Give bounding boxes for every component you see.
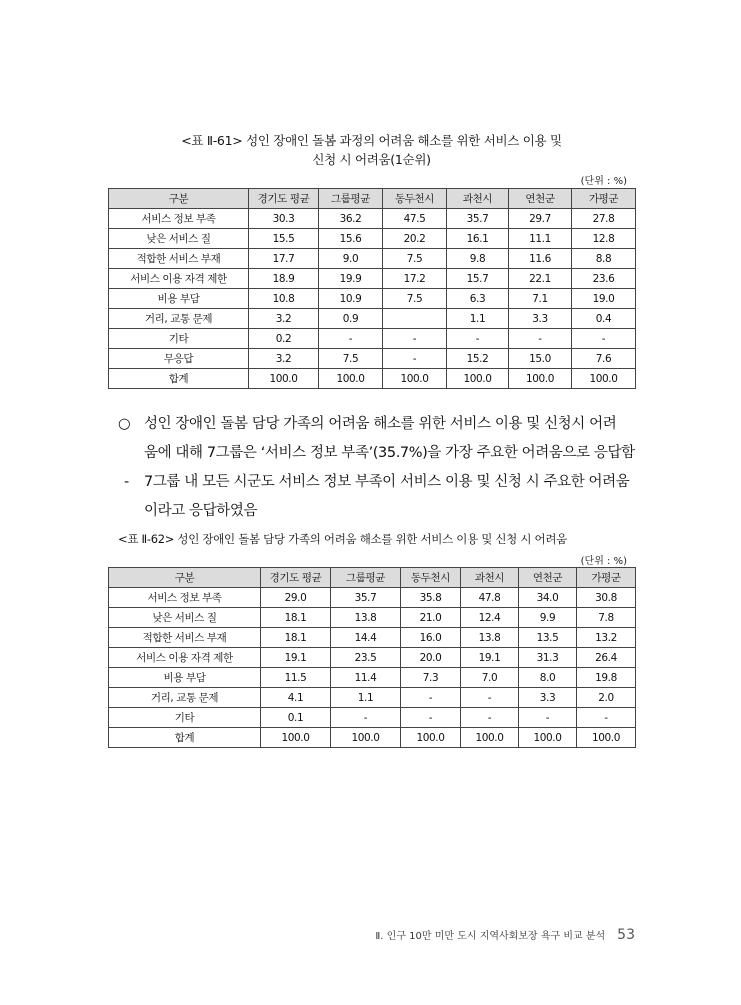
- bullet-line1: 성인 장애인 돌봄 담당 가족의 어려움 해소를 위한 서비스 이용 및 신청시 어려: [144, 416, 617, 432]
- table-cell: 14.4: [331, 628, 401, 648]
- table-cell: 3.3: [509, 309, 572, 329]
- table-row: [109, 369, 636, 389]
- row-label-cell: 무응답: [109, 349, 249, 369]
- dash-paragraph: [118, 468, 648, 497]
- dash-icon: -: [124, 474, 129, 490]
- table-cell: 8.8: [572, 249, 636, 269]
- table1-unit: (단위 : %): [580, 176, 627, 187]
- table-cell: 11.4: [331, 668, 401, 688]
- table-cell: 100.0: [572, 369, 636, 389]
- table-cell: 15.2: [447, 349, 509, 369]
- table-cell: 7.3: [401, 668, 461, 688]
- table-cell: 21.0: [401, 608, 461, 628]
- table-cell: 7.5: [383, 289, 447, 309]
- table-row: [109, 329, 636, 349]
- table-cell: 13.8: [331, 608, 401, 628]
- table-cell: 100.0: [461, 728, 519, 748]
- table-cell: 18.9: [249, 269, 319, 289]
- table-cell: -: [319, 329, 383, 349]
- table-cell: 15.5: [249, 229, 319, 249]
- table1-header-cell: 가평군: [572, 189, 636, 209]
- table-row: [109, 728, 636, 748]
- row-label-cell: 서비스 정보 부족: [109, 588, 261, 608]
- table-cell: 19.0: [572, 289, 636, 309]
- table-cell: 10.9: [319, 289, 383, 309]
- table-cell: 20.2: [383, 229, 447, 249]
- table-cell: 9.0: [319, 249, 383, 269]
- table-cell: -: [383, 329, 447, 349]
- table-cell: 27.8: [572, 209, 636, 229]
- table-cell: 19.1: [261, 648, 331, 668]
- row-label-cell: 서비스 이용 자격 제한: [109, 648, 261, 668]
- table-row: [109, 608, 636, 628]
- table-cell: 35.8: [401, 588, 461, 608]
- table-cell: 100.0: [401, 728, 461, 748]
- row-label-cell: 낮은 서비스 질: [109, 608, 261, 628]
- table-cell: -: [401, 708, 461, 728]
- table-cell: -: [447, 329, 509, 349]
- table-cell: 100.0: [249, 369, 319, 389]
- table1-header-cell: 경기도 평균: [249, 189, 319, 209]
- row-label-cell: 기타: [109, 708, 261, 728]
- table-row: [109, 349, 636, 369]
- table-cell: 35.7: [447, 209, 509, 229]
- table-cell: 17.7: [249, 249, 319, 269]
- page-number: 53: [617, 927, 635, 943]
- table-cell: 15.7: [447, 269, 509, 289]
- row-label-cell: 비용 부담: [109, 289, 249, 309]
- table-row: [109, 668, 636, 688]
- table-cell: 18.1: [261, 628, 331, 648]
- table-cell: -: [331, 708, 401, 728]
- table-cell: 3.2: [249, 349, 319, 369]
- table-cell: 100.0: [577, 728, 636, 748]
- table-cell: 100.0: [331, 728, 401, 748]
- table-cell: 36.2: [319, 209, 383, 229]
- table1-caption-line2: 신청 시 어려움(1순위): [312, 152, 431, 167]
- bullet-paragraph: [118, 410, 648, 439]
- table-cell: 13.5: [519, 628, 577, 648]
- table-cell: 2.0: [577, 688, 636, 708]
- table-cell: 7.0: [461, 668, 519, 688]
- table-cell: 16.0: [401, 628, 461, 648]
- table-cell: 7.6: [572, 349, 636, 369]
- table-cell: -: [519, 708, 577, 728]
- table-row: [109, 229, 636, 249]
- table-cell: 3.3: [519, 688, 577, 708]
- table2-header-row: [109, 568, 636, 588]
- table-cell: 7.8: [577, 608, 636, 628]
- table-cell: 12.8: [572, 229, 636, 249]
- table2-header-cell: 그룹평균: [331, 568, 401, 588]
- table1-header-cell: 연천군: [509, 189, 572, 209]
- table-cell: 47.8: [461, 588, 519, 608]
- table-cell: 18.1: [261, 608, 331, 628]
- table-row: [109, 269, 636, 289]
- dash-line1: 7그룹 내 모든 시군도 서비스 정보 부족이 서비스 이용 및 신청 시 주요한 어려움: [144, 474, 630, 490]
- table-row: [109, 628, 636, 648]
- table-cell: 1.1: [447, 309, 509, 329]
- table-cell: [383, 309, 447, 329]
- row-label-cell: 서비스 이용 자격 제한: [109, 269, 249, 289]
- footer-chapter: Ⅱ. 인구 10만 미만 도시 지역사회보장 욕구 비교 분석: [375, 931, 606, 942]
- table-cell: 13.2: [577, 628, 636, 648]
- table-cell: -: [461, 688, 519, 708]
- table-cell: 19.1: [461, 648, 519, 668]
- table-cell: 1.1: [331, 688, 401, 708]
- table-cell: 11.5: [261, 668, 331, 688]
- table-row: [109, 648, 636, 668]
- dash-line2: 이라고 응답하였음: [144, 503, 258, 519]
- table-cell: 23.5: [331, 648, 401, 668]
- table1-header-row: [109, 189, 636, 209]
- table-cell: -: [577, 708, 636, 728]
- table-cell: 8.0: [519, 668, 577, 688]
- table-cell: -: [509, 329, 572, 349]
- table-cell: 35.7: [331, 588, 401, 608]
- table-cell: 23.6: [572, 269, 636, 289]
- table-row: [109, 289, 636, 309]
- table-cell: 19.8: [577, 668, 636, 688]
- table-row: [109, 249, 636, 269]
- table-cell: 0.4: [572, 309, 636, 329]
- table-cell: 22.1: [509, 269, 572, 289]
- row-label-cell: 적합한 서비스 부재: [109, 249, 249, 269]
- table2-header-cell: 경기도 평균: [261, 568, 331, 588]
- table2: [108, 567, 636, 748]
- table1-header-cell: 동두천시: [383, 189, 447, 209]
- table2-header-cell: 과천시: [461, 568, 519, 588]
- table-cell: 47.5: [383, 209, 447, 229]
- table-cell: 17.2: [383, 269, 447, 289]
- table1-caption: [108, 131, 635, 169]
- table-cell: 100.0: [509, 369, 572, 389]
- table-cell: 26.4: [577, 648, 636, 668]
- row-label-cell: 적합한 서비스 부재: [109, 628, 261, 648]
- table-cell: 10.8: [249, 289, 319, 309]
- bullet-line2: 움에 대해 7그룹은 ‘서비스 정보 부족’(35.7%)을 가장 주요한 어려움으로 응답함: [144, 445, 635, 461]
- table-row: [109, 688, 636, 708]
- table-cell: 7.5: [319, 349, 383, 369]
- table-cell: 20.0: [401, 648, 461, 668]
- row-label-cell: 합계: [109, 728, 261, 748]
- table-row: [109, 588, 636, 608]
- page-footer: [375, 927, 635, 943]
- row-label-cell: 기타: [109, 329, 249, 349]
- table-cell: 3.2: [249, 309, 319, 329]
- row-label-cell: 거리, 교통 문제: [109, 309, 249, 329]
- table-row: [109, 309, 636, 329]
- row-label-cell: 비용 부담: [109, 668, 261, 688]
- row-label-cell: 낮은 서비스 질: [109, 229, 249, 249]
- table1-header-cell: 과천시: [447, 189, 509, 209]
- table-cell: -: [572, 329, 636, 349]
- table-cell: -: [461, 708, 519, 728]
- row-label-cell: 합계: [109, 369, 249, 389]
- table2-header-cell: 연천군: [519, 568, 577, 588]
- table-cell: 19.9: [319, 269, 383, 289]
- row-label-cell: 서비스 정보 부족: [109, 209, 249, 229]
- table1-caption-line1: <표 Ⅱ-61> 성인 장애인 돌봄 과정의 어려움 해소를 위한 서비스 이용 및: [181, 133, 562, 148]
- table-cell: 100.0: [261, 728, 331, 748]
- table-cell: 100.0: [519, 728, 577, 748]
- table-cell: 13.8: [461, 628, 519, 648]
- table-cell: 100.0: [319, 369, 383, 389]
- table2-unit: (단위 : %): [580, 556, 627, 567]
- table-row: [109, 209, 636, 229]
- table-cell: 34.0: [519, 588, 577, 608]
- table-cell: 29.0: [261, 588, 331, 608]
- table-cell: 100.0: [447, 369, 509, 389]
- table-cell: 0.2: [249, 329, 319, 349]
- table-cell: -: [401, 688, 461, 708]
- table-cell: 0.1: [261, 708, 331, 728]
- bullet-circle-icon: ○: [118, 416, 131, 432]
- table1-header-cell: 구분: [109, 189, 249, 209]
- table-cell: 31.3: [519, 648, 577, 668]
- table-cell: 4.1: [261, 688, 331, 708]
- table-cell: 6.3: [447, 289, 509, 309]
- table-cell: 9.9: [519, 608, 577, 628]
- table-cell: -: [383, 349, 447, 369]
- table2-header-cell: 가평군: [577, 568, 636, 588]
- row-label-cell: 거리, 교통 문제: [109, 688, 261, 708]
- table-cell: 100.0: [383, 369, 447, 389]
- table-cell: 30.3: [249, 209, 319, 229]
- table1: [108, 188, 636, 389]
- table-cell: 16.1: [447, 229, 509, 249]
- table-cell: 0.9: [319, 309, 383, 329]
- table-cell: 15.0: [509, 349, 572, 369]
- body-text: [118, 410, 648, 526]
- table-cell: 11.1: [509, 229, 572, 249]
- table-cell: 11.6: [509, 249, 572, 269]
- table-cell: 29.7: [509, 209, 572, 229]
- table-cell: 30.8: [577, 588, 636, 608]
- table2-header-cell: 구분: [109, 568, 261, 588]
- table-cell: 12.4: [461, 608, 519, 628]
- table1-header-cell: 그룹평균: [319, 189, 383, 209]
- table2-header-cell: 동두천시: [401, 568, 461, 588]
- table2-caption: <표 Ⅱ-62> 성인 장애인 돌봄 담당 가족의 어려움 해소를 위한 서비스 이용 및 신청 시 어려움: [118, 532, 567, 546]
- table-cell: 15.6: [319, 229, 383, 249]
- table-cell: 9.8: [447, 249, 509, 269]
- table-cell: 7.1: [509, 289, 572, 309]
- table-cell: 7.5: [383, 249, 447, 269]
- table-row: [109, 708, 636, 728]
